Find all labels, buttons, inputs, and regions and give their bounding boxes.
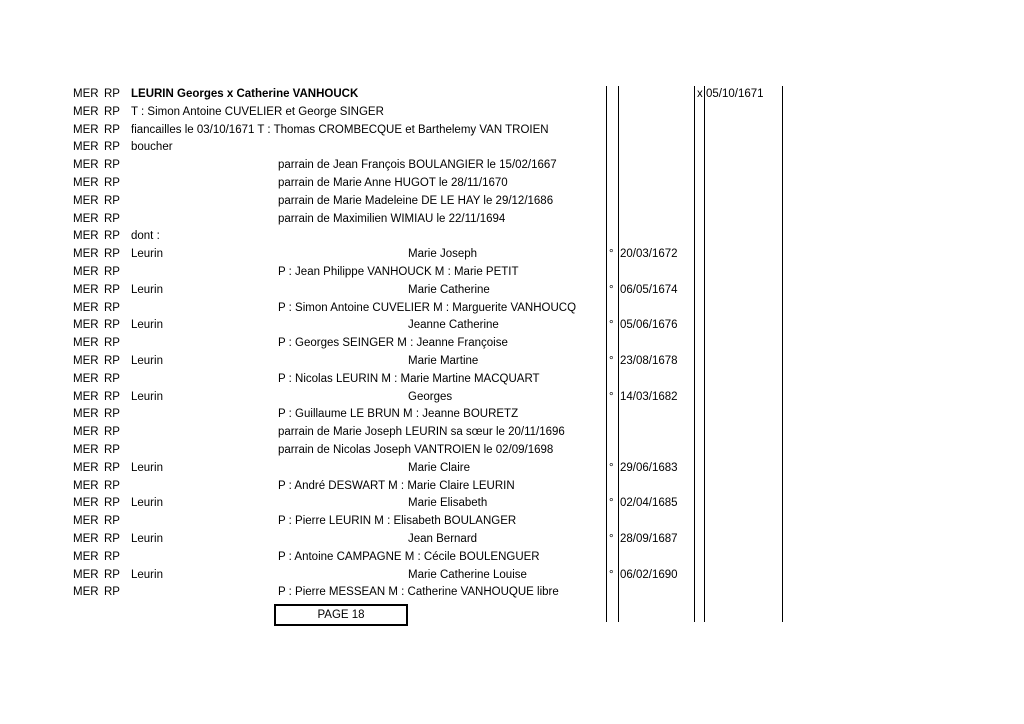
rp-code: RP [104,212,120,225]
mer-code: MER [73,461,99,474]
record-row [0,211,1024,229]
rp-code: RP [104,355,120,367]
couple-title: LEURIN Georges x Catherine VANHOUCK [131,88,359,100]
rp-code: RP [104,230,120,243]
birth-date: 29/06/1683 [620,461,678,474]
child-name: Jean Bernard [408,533,478,545]
birth-symbol: ° [609,390,614,403]
mer-code: MER [73,230,99,243]
birth-date: 20/03/1672 [620,248,678,261]
birth-symbol: ° [609,497,614,510]
rp-code: RP [104,301,120,314]
mer-code: MER [73,141,99,154]
rp-code: RP [104,194,120,207]
record-name: Leurin [131,355,163,367]
birth-symbol: ° [609,248,614,261]
record-row [0,157,1024,175]
record-info: P : Guillaume LE BRUN M : Jeanne BOURETZ [278,408,519,421]
marriage-symbol: x [697,88,703,100]
record-row [0,335,1024,353]
mer-code: MER [73,355,99,367]
rp-code: RP [104,426,120,439]
record-info: P : Jean Philippe VANHOUCK M : Marie PETIT [278,266,519,278]
rp-code: RP [104,515,120,528]
mer-code: MER [73,301,99,314]
mer-code: MER [73,212,99,225]
record-info: parrain de Marie Madeleine DE LE HAY le 29/12/1686 [278,194,554,207]
mer-code: MER [73,568,99,581]
birth-symbol: ° [609,319,614,332]
rp-code: RP [104,533,120,545]
record-row [0,246,1024,264]
rp-code: RP [104,319,120,332]
birth-symbol: ° [609,533,614,545]
record-row [0,442,1024,460]
child-name: Marie Catherine Louise [408,568,527,581]
record-row [0,531,1024,549]
birth-symbol: ° [609,461,614,474]
record-row [0,513,1024,531]
rp-code: RP [104,248,120,261]
mer-code: MER [73,479,99,492]
rp-code: RP [104,141,120,154]
mer-code: MER [73,337,99,350]
rp-code: RP [104,123,120,136]
record-row [0,104,1024,122]
mer-code: MER [73,105,99,118]
record-name: Leurin [131,248,163,261]
mer-code: MER [73,586,99,599]
rp-code: RP [104,105,120,118]
mer-code: MER [73,426,99,439]
page-number-box: PAGE 18 [274,604,408,626]
mer-code: MER [73,550,99,563]
mer-code: MER [73,177,99,189]
rp-code: RP [104,479,120,492]
child-name: Jeanne Catherine [408,319,499,332]
record-name: Leurin [131,533,163,545]
record-name: Leurin [131,390,163,403]
birth-date: 06/02/1690 [620,568,678,581]
mer-code: MER [73,319,99,332]
record-row [0,175,1024,193]
record-info: parrain de Nicolas Joseph VANTROIEN le 02/09/1698 [278,444,554,456]
record-row [0,193,1024,211]
record-name: Leurin [131,461,163,474]
birth-date: 02/04/1685 [620,497,678,510]
child-name: Marie Martine [408,355,479,367]
mer-code: MER [73,88,99,100]
mer-code: MER [73,390,99,403]
record-name: Leurin [131,568,163,581]
rp-code: RP [104,461,120,474]
rp-code: RP [104,586,120,599]
record-row [0,122,1024,140]
record-name: fiancailles le 03/10/1671 T : Thomas CROMBECQUE et Barthelemy VAN TROIEN [131,123,549,136]
record-row [0,282,1024,300]
record-row [0,300,1024,318]
record-row [0,353,1024,371]
record-row [0,584,1024,602]
record-row [0,549,1024,567]
record-row [0,567,1024,585]
record-name: T : Simon Antoine CUVELIER et George SINGER [131,105,384,118]
birth-symbol: ° [609,283,614,296]
mer-code: MER [73,408,99,421]
record-info: P : André DESWART M : Marie Claire LEURIN [278,479,515,492]
record-row [0,317,1024,335]
rp-code: RP [104,568,120,581]
child-name: Marie Claire [408,461,470,474]
birth-symbol: ° [609,568,614,581]
record-info: P : Pierre MESSEAN M : Catherine VANHOUQUE libre [278,586,559,599]
header-row [0,86,1024,104]
birth-symbol: ° [609,355,614,367]
record-row [0,495,1024,513]
birth-date: 06/05/1674 [620,283,678,296]
record-row [0,406,1024,424]
record-row [0,264,1024,282]
birth-date: 05/06/1676 [620,319,678,332]
rp-code: RP [104,497,120,510]
rp-code: RP [104,372,120,385]
mer-code: MER [73,444,99,456]
child-name: Marie Elisabeth [408,497,488,510]
rp-code: RP [104,88,120,100]
record-name: Leurin [131,319,163,332]
mer-code: MER [73,194,99,207]
mer-code: MER [73,159,99,172]
rp-code: RP [104,337,120,350]
rp-code: RP [104,550,120,563]
mer-code: MER [73,533,99,545]
mer-code: MER [73,248,99,261]
marriage-date: 05/10/1671 [706,88,764,100]
rp-code: RP [104,390,120,403]
child-name: Marie Joseph [408,248,478,261]
record-row [0,228,1024,246]
birth-date: 28/09/1687 [620,533,678,545]
mer-code: MER [73,372,99,385]
record-name: boucher [131,141,173,154]
mer-code: MER [73,283,99,296]
record-info: P : Nicolas LEURIN M : Marie Martine MACQUART [278,372,540,385]
record-row [0,460,1024,478]
mer-code: MER [73,266,99,278]
record-row [0,478,1024,496]
rp-code: RP [104,283,120,296]
record-info: parrain de Marie Joseph LEURIN sa sœur le 20/11/1696 [278,426,565,439]
record-row [0,389,1024,407]
record-info: P : Pierre LEURIN M : Elisabeth BOULANGER [278,515,517,528]
child-name: Georges [408,390,453,403]
record-info: parrain de Maximilien WIMIAU le 22/11/1694 [278,212,506,225]
birth-date: 14/03/1682 [620,390,678,403]
record-info: P : Antoine CAMPAGNE M : Cécile BOULENGUER [278,550,540,563]
mer-code: MER [73,515,99,528]
record-name: Leurin [131,497,163,510]
rp-code: RP [104,159,120,172]
rp-code: RP [104,177,120,189]
record-row [0,371,1024,389]
record-info: P : Simon Antoine CUVELIER M : Marguerite VANHOUCQ [278,301,577,314]
rp-code: RP [104,266,120,278]
record-name: dont : [131,230,160,243]
child-name: Marie Catherine [408,283,490,296]
record-info: P : Georges SEINGER M : Jeanne Françoise [278,337,508,350]
record-info: parrain de Jean François BOULANGIER le 15/02/1667 [278,159,557,172]
record-name: Leurin [131,283,163,296]
mer-code: MER [73,123,99,136]
rp-code: RP [104,408,120,421]
mer-code: MER [73,497,99,510]
record-info: parrain de Marie Anne HUGOT le 28/11/1670 [278,177,508,189]
record-row [0,424,1024,442]
record-row [0,139,1024,157]
birth-date: 23/08/1678 [620,355,678,367]
rp-code: RP [104,444,120,456]
